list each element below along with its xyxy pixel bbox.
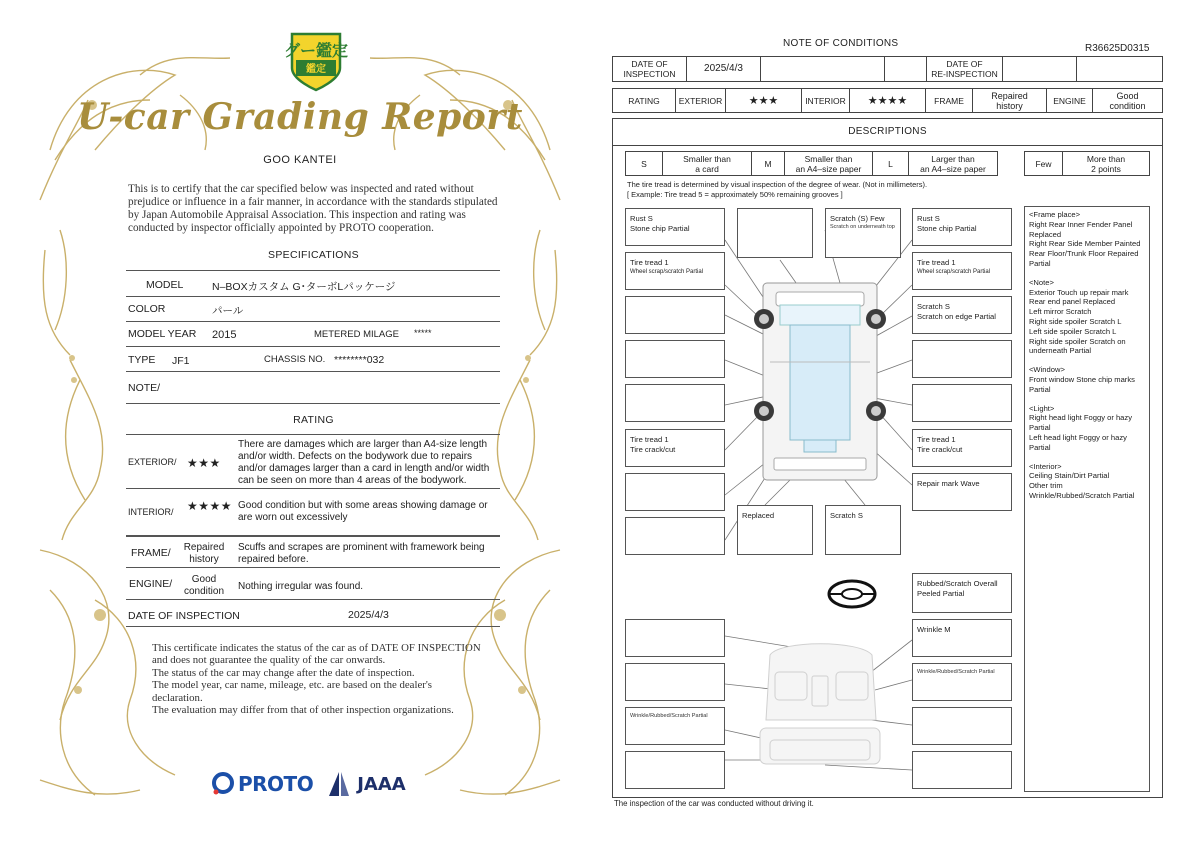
condition-box-rear-left-tire: Tire tread 1 Tire crack/cut [625,429,725,467]
proto-logo-text: PROTO [238,772,314,796]
model-value: N–BOXカスタム G･ターボLパッケージ [212,281,396,293]
condition-box-left-trim: Wrinkle/Rubbed/Scratch Partial [625,707,725,745]
date-of-inspection-label: DATE OF INSPECTION [128,610,240,622]
frame-place-notes: <Frame place> Right Rear Inner Fender Panel Replaced Right Rear Side Member Painted Rear Floor/Trunk Floor Repaired Partial [1029,210,1141,268]
color-value: パール [212,305,244,317]
frame-description: Scuffs and scrapes are prominent with framework being repaired before. [238,542,485,565]
rating-heading: RATING [293,414,334,426]
condition-box-empty [625,296,725,334]
condition-box-empty [625,517,725,555]
footer-line-4: The evaluation may differ from that of other inspection organizations. [152,704,454,717]
engine-label: ENGINE [1047,89,1093,113]
metered-milage-value: ***** [414,328,432,338]
condition-box-empty [625,340,725,378]
exterior-stars: ★★★ [726,89,802,113]
chassis-label: CHASSIS NO. [264,354,326,365]
interior-label: INTERIOR/ [128,507,174,517]
condition-box-rear-panel: Replaced [737,505,813,555]
condition-box-front-right-tire: Tire tread 1 Wheel scrap/scratch Partial [912,252,1012,290]
condition-box-empty [625,663,725,701]
condition-box-empty [625,751,725,789]
frame-value: Repaired history [973,89,1047,113]
frame-value-1: Repaired [183,542,225,553]
condition-box-rear-right: Repair mark Wave [912,473,1012,511]
steering-wheel-icon [829,581,875,607]
date-of-inspection-value: 2025/4/3 [687,57,761,82]
condition-box-empty [625,384,725,422]
legend-s: S [626,152,663,176]
exterior-label: EXTERIOR/ [128,457,177,467]
exterior-description: There are damages which are larger than A4-size length and/or width. Defects on the bodywork due to repairs and/or damages larger than a card in length and/or width can be seen on more than 4 areas of the bodywork. [238,439,490,486]
condition-box-empty [912,384,1012,422]
general-notes: <Note> Exterior Touch up repair mark Rear end panel Replaced Left mirror Scratch Right side spoiler Scratch L Left side spoiler Scratch L Right side spoiler Scratch on underneath Partial [1029,277,1129,356]
engine-label: ENGINE/ [129,578,173,590]
legend-l-desc: Larger than an A4–size paper [909,152,998,176]
condition-box-steering: Rubbed/Scratch Overall Peeled Partial [912,573,1012,613]
type-label: TYPE [128,354,156,366]
light-notes: <Light> Right head light Foggy or hazy Partial Left head light Foggy or hazy Partial [1029,403,1132,452]
interior-label: INTERIOR [802,89,850,113]
legend-few: Few [1025,152,1063,176]
certificate-subtitle: GOO KANTEI [263,154,337,166]
model-year-value: 2015 [212,329,237,341]
condition-box-empty [912,340,1012,378]
car-interior-view [760,644,880,764]
engine-value-1: Good [191,574,217,585]
condition-box-empty [625,619,725,657]
frame-label: FRAME [926,89,973,113]
condition-box-empty [625,473,725,511]
condition-box-rear-bumper: Scratch S [825,505,901,555]
condition-box-empty [912,707,1012,745]
note-of-conditions-title: NOTE OF CONDITIONS [783,38,899,49]
notes-list [1024,206,1150,792]
inspection-footer-note: The inspection of the car was conducted without driving it. [614,799,814,808]
footer-line-3: The model year, car name, mileage, etc. are based on the dealer's declaration. [152,679,432,704]
condition-box-right-fender: Scratch S Scratch on edge Partial [912,296,1012,334]
condition-box-empty [737,208,813,258]
chassis-value: ********032 [334,354,385,366]
certificate-title: U-car Grading Report [77,96,523,138]
legend-l: L [873,152,909,176]
footer-line-1: This certificate indicates the status of the car as of DATE OF INSPECTION and does not guarantee the quality of the car onwards. [152,642,481,667]
interior-stars: ★★★★ [850,89,926,113]
report-code: R36625D0315 [1085,43,1150,54]
footer-line-2: The status of the car may change after the date of inspection. [152,666,415,679]
interior-notes: <Interior> Ceiling Stain/Dirt Partial Other trim Wrinkle/Rubbed/Scratch Partial [1029,461,1135,500]
condition-box-front-left-tire: Tire tread 1 Wheel scrap/scratch Partial [625,252,725,290]
condition-box-rear-right-tire: Tire tread 1 Tire crack/cut [912,429,1012,467]
interior-stars: ★★★★ [187,499,233,513]
date-of-reinspection-cell: DATE OF RE-INSPECTION [927,57,1003,82]
legend-m: M [752,152,785,176]
type-value: JF1 [172,355,190,367]
certificate-intro: This is to certify that the car specified below was inspected and rated without prejudice or influence in a fair manner, in accordance with the standards stipulated by Japan Automobile Appraisal Association. This inspection and rating was conducted by inspector officially appointed by PROTO cooperation. [128,183,498,234]
interior-description: Good condition but with some areas showing damage or are worn out excessively [238,500,488,523]
exterior-stars: ★★★ [187,456,221,470]
condition-box-empty [912,751,1012,789]
condition-box-front-right: Rust S Stone chip Partial [912,208,1012,246]
engine-value: Good condition [1093,89,1163,113]
exterior-label: EXTERIOR [676,89,726,113]
condition-box-ceiling: Wrinkle M [912,619,1012,657]
specifications-heading: SPECIFICATIONS [268,249,359,261]
legend-s-desc: Smaller than a card [663,152,752,176]
legend-m-desc: Smaller than an A4–size paper [785,152,873,176]
date-of-inspection-value: 2025/4/3 [348,609,389,621]
date-of-inspection-cell: DATE OF INSPECTION [613,57,687,82]
engine-description: Nothing irregular was found. [238,581,364,592]
svg-text:鑑定: 鑑定 [306,64,326,75]
descriptions-heading: DESCRIPTIONS [848,126,927,137]
model-label: MODEL [146,279,184,291]
color-label: COLOR [128,303,166,315]
condition-box-front-left: Rust S Stone chip Partial [625,208,725,246]
jaaa-logo-text: JAAA [357,773,406,795]
legend-more: More than 2 points [1063,152,1150,176]
rating-label: RATING [613,89,676,113]
frame-value-2: history [189,554,219,565]
model-year-label: MODEL YEAR [128,328,197,340]
window-notes: <Window> Front window Stone chip marks Partial [1029,365,1135,394]
note-label: NOTE/ [128,382,161,394]
car-top-view [763,283,877,480]
condition-box-roof: Scratch (S) Few Scratch on underneath top [825,208,901,258]
tire-tread-note: The tire tread is determined by visual inspection of the degree of wear. (Not in millimeters). [ Example: Tire tread 5 = approximately 50% remaining grooves ] [627,180,928,199]
badge-text: グー鑑定 [283,41,349,60]
metered-milage-label: METERED MILAGE [314,329,399,340]
frame-label: FRAME/ [131,547,171,559]
condition-box-right-trim: Wrinkle/Rubbed/Scratch Partial [912,663,1012,701]
engine-value-2: condition [183,586,225,597]
